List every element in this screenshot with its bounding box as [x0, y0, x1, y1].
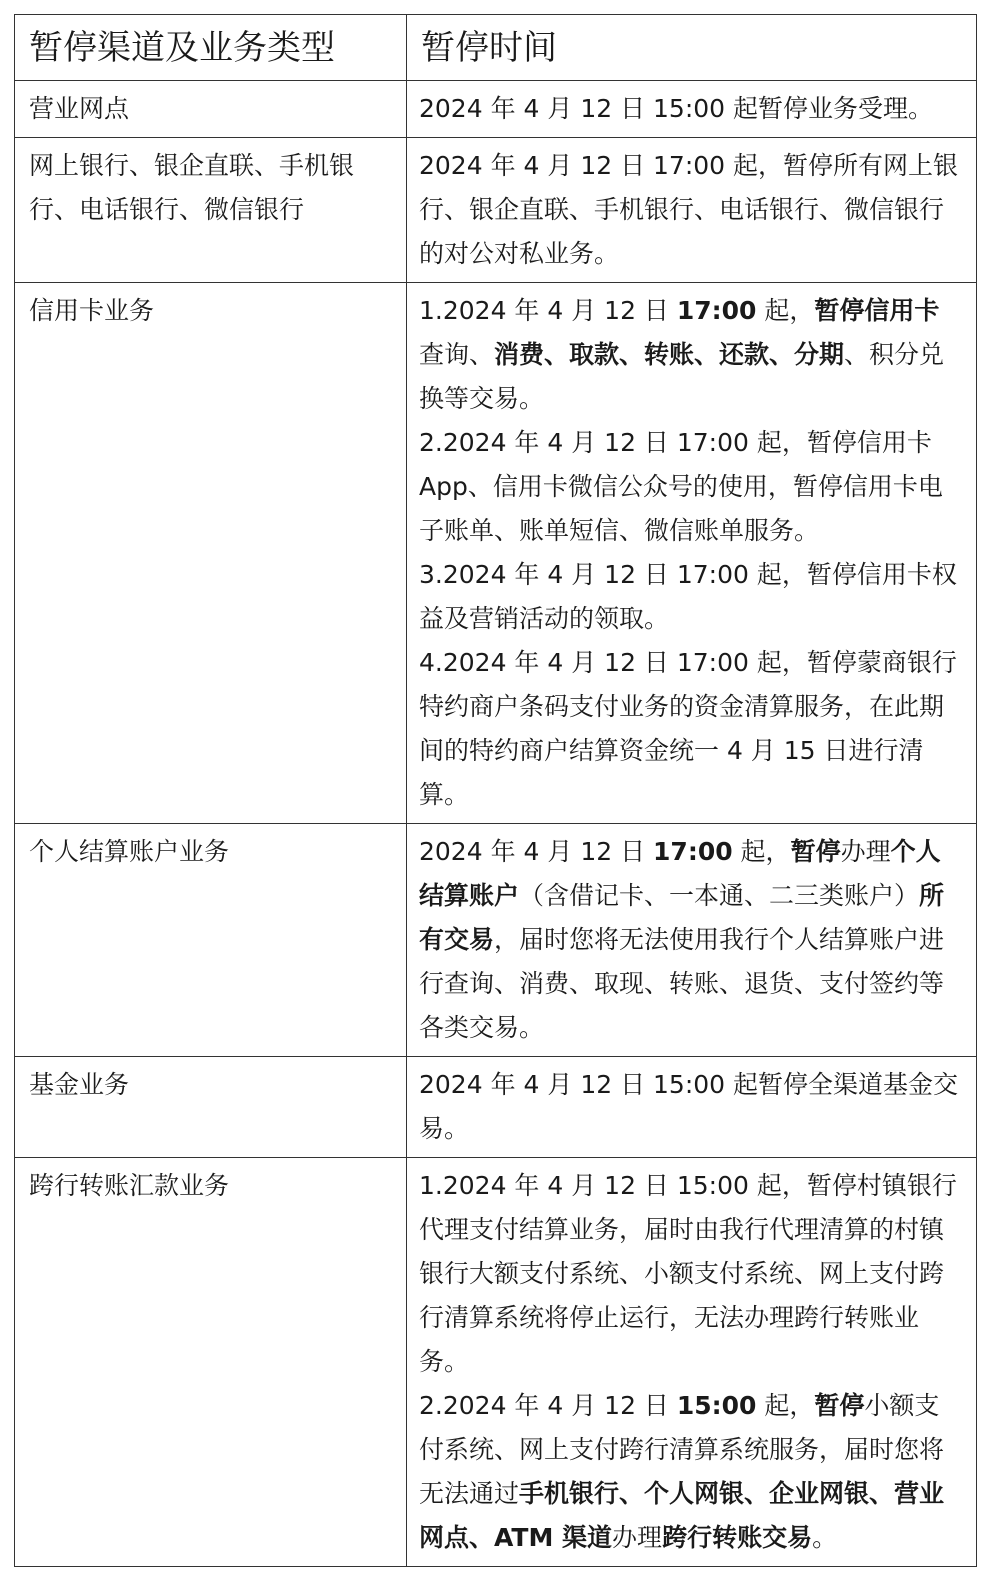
emphasis-text: 暂停	[790, 837, 841, 866]
table-row	[15, 1057, 977, 1158]
body-text: 2024 年 4 月 12 日	[419, 837, 654, 866]
body-text: 起，	[732, 837, 791, 866]
header-suspension-time: 暂停时间	[407, 15, 977, 81]
notice-table-container	[14, 14, 976, 1567]
suspension-notice-table	[14, 14, 977, 1567]
table-row	[15, 138, 977, 283]
table-row	[15, 824, 977, 1057]
table-body	[15, 81, 977, 1567]
table-row	[15, 1158, 977, 1567]
body-text: 2024 年 4 月 12 日 15:00 起暂停全渠道基金交易。	[419, 1070, 959, 1143]
suspension-item	[419, 87, 964, 131]
emphasis-text: 手机银行、个人网银、企业网银、营业网点、ATM 渠道	[419, 1479, 945, 1552]
suspension-time-cell	[407, 138, 977, 283]
body-text: 办理	[612, 1523, 663, 1552]
channel-category-cell: 营业网点	[15, 81, 407, 138]
body-text: 2024 年 4 月 12 日 15:00 起暂停业务受理。	[419, 94, 934, 123]
suspension-time-cell	[407, 824, 977, 1057]
channel-category-cell: 网上银行、银企直联、手机银行、电话银行、微信银行	[15, 138, 407, 283]
suspension-item	[419, 144, 964, 276]
body-text: 3.2024 年 4 月 12 日 17:00 起，暂停信用卡权益及营销活动的领取。	[419, 560, 957, 633]
suspension-item	[419, 1164, 964, 1384]
body-text: 起，	[756, 1391, 815, 1420]
table-row	[15, 81, 977, 138]
body-text: 2.2024 年 4 月 12 日	[419, 1391, 677, 1420]
header-channel-type: 暂停渠道及业务类型	[15, 15, 407, 81]
body-text: 2.2024 年 4 月 12 日 17:00 起，暂停信用卡 App、信用卡微信公众号的使用，暂停信用卡电子账单、账单短信、微信账单服务。	[419, 428, 943, 545]
body-text: 4.2024 年 4 月 12 日 17:00 起，暂停蒙商银行特约商户条码支付业务的资金清算服务，在此期间的特约商户结算资金统一 4 月 15 日进行清算。	[419, 648, 957, 809]
body-text: 1.2024 年 4 月 12 日 15:00 起，暂停村镇银行代理支付结算业务，届时由我行代理清算的村镇银行大额支付系统、小额支付系统、网上支付跨行清算系统将停止运行，无法办理跨行转账业务。	[419, 1171, 957, 1376]
emphasis-text: 17:00	[676, 296, 757, 325]
emphasis-text: 个人结算账户	[419, 837, 941, 910]
body-text: ，届时您将无法使用我行个人结算账户进行查询、消费、取现、转账、退货、支付签约等各类交易。	[419, 925, 945, 1042]
body-text: （含借记卡、一本通、二三类账户）	[519, 881, 920, 910]
channel-category-cell: 跨行转账汇款业务	[15, 1158, 407, 1567]
suspension-item	[419, 421, 964, 553]
body-text: 办理	[840, 837, 891, 866]
suspension-time-cell	[407, 81, 977, 138]
table-header-row	[15, 15, 977, 81]
channel-category-cell: 基金业务	[15, 1057, 407, 1158]
suspension-item	[419, 641, 964, 817]
body-text: 、积分兑换等交易。	[419, 340, 945, 413]
suspension-item	[419, 830, 964, 1050]
emphasis-text: 暂停信用卡	[814, 296, 940, 325]
emphasis-text: 跨行转账交易	[662, 1523, 813, 1552]
body-text: 小额支付系统、网上支付跨行清算系统服务，届时您将无法通过	[419, 1391, 945, 1508]
body-text: 2024 年 4 月 12 日 17:00 起，暂停所有网上银行、银企直联、手机银行、电话银行、微信银行的对公对私业务。	[419, 151, 959, 268]
emphasis-text: 17:00	[653, 837, 733, 866]
suspension-time-cell	[407, 1158, 977, 1567]
emphasis-text: 消费、取款、转账、还款、分期	[494, 340, 845, 369]
suspension-item	[419, 289, 964, 421]
suspension-item	[419, 1384, 964, 1560]
body-text: 查询、	[419, 340, 495, 369]
channel-category-cell: 信用卡业务	[15, 283, 407, 824]
suspension-item	[419, 553, 964, 641]
suspension-item	[419, 1063, 964, 1151]
body-text: 起，	[756, 296, 815, 325]
suspension-time-cell	[407, 283, 977, 824]
body-text: 1.2024 年 4 月 12 日	[419, 296, 677, 325]
table-row	[15, 283, 977, 824]
body-text: 。	[812, 1523, 838, 1552]
emphasis-text: 15:00	[676, 1391, 757, 1420]
emphasis-text: 暂停	[814, 1391, 865, 1420]
emphasis-text: 所有交易	[419, 881, 945, 954]
suspension-time-cell	[407, 1057, 977, 1158]
channel-category-cell: 个人结算账户业务	[15, 824, 407, 1057]
